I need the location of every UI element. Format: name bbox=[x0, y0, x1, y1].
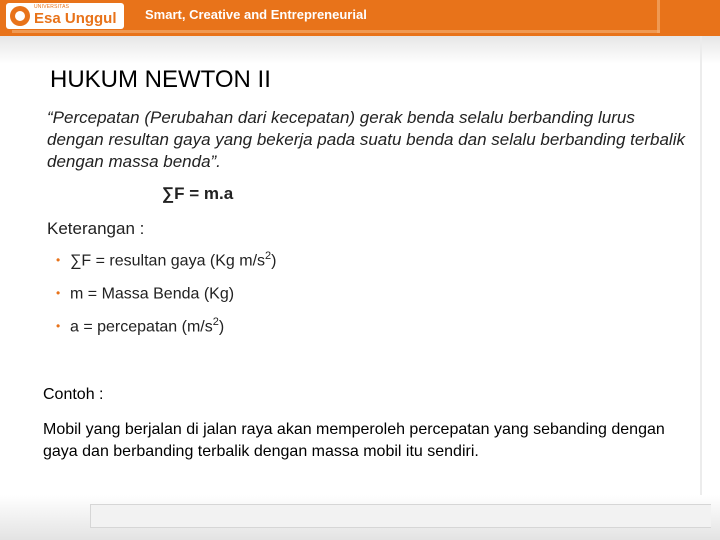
list-item-sup: 2 bbox=[265, 250, 272, 262]
formula: ∑F = m.a bbox=[162, 184, 234, 203]
slide-title: HUKUM NEWTON II bbox=[50, 66, 271, 93]
list-item-text: a = percepatan (m/s bbox=[70, 318, 213, 336]
definition-list bbox=[56, 250, 277, 349]
list-item bbox=[56, 283, 277, 316]
law-statement: “Percepatan (Perubahan dari kecepatan) gerak benda selalu berbanding lurus dengan resultan gaya yang bekerja pada suatu benda dan selalu berbanding terbalik dengan massa benda”. bbox=[47, 108, 685, 171]
contoh-label: Contoh : bbox=[43, 386, 104, 403]
logo-small-text: UNIVERSITAS bbox=[34, 4, 70, 10]
list-item-after: ) bbox=[218, 318, 225, 336]
university-logo bbox=[6, 3, 124, 29]
side-line bbox=[700, 36, 702, 506]
logo-brand-text: Esa Unggul bbox=[34, 10, 117, 27]
list-item-text: ∑F = resultan gaya (Kg m/s bbox=[70, 252, 266, 270]
list-item-sup: 2 bbox=[212, 316, 219, 328]
header-frame-line-right bbox=[657, 0, 660, 33]
list-item bbox=[56, 316, 277, 349]
keterangan-label: Keterangan : bbox=[47, 219, 145, 238]
list-item-after: ) bbox=[271, 252, 277, 270]
bullet-dot-icon: • bbox=[56, 286, 61, 300]
list-item bbox=[56, 250, 277, 283]
header-tagline: Smart, Creative and Entrepreneurial bbox=[145, 7, 367, 22]
logo-emblem-icon bbox=[10, 6, 30, 26]
top-shade bbox=[0, 36, 720, 64]
bullet-dot-icon: • bbox=[56, 319, 61, 333]
bullet-dot-icon: • bbox=[56, 253, 61, 267]
contoh-text: Mobil yang berjalan di jalan raya akan memperoleh percepatan yang sebanding dengan gaya dan berbanding terbalik dengan massa mobil itu sendiri. bbox=[43, 421, 665, 460]
header-bar bbox=[0, 0, 720, 36]
list-item-text: m = Massa Benda (Kg) bbox=[70, 285, 235, 303]
header-frame-line bbox=[12, 30, 660, 33]
footer-box bbox=[90, 504, 711, 528]
